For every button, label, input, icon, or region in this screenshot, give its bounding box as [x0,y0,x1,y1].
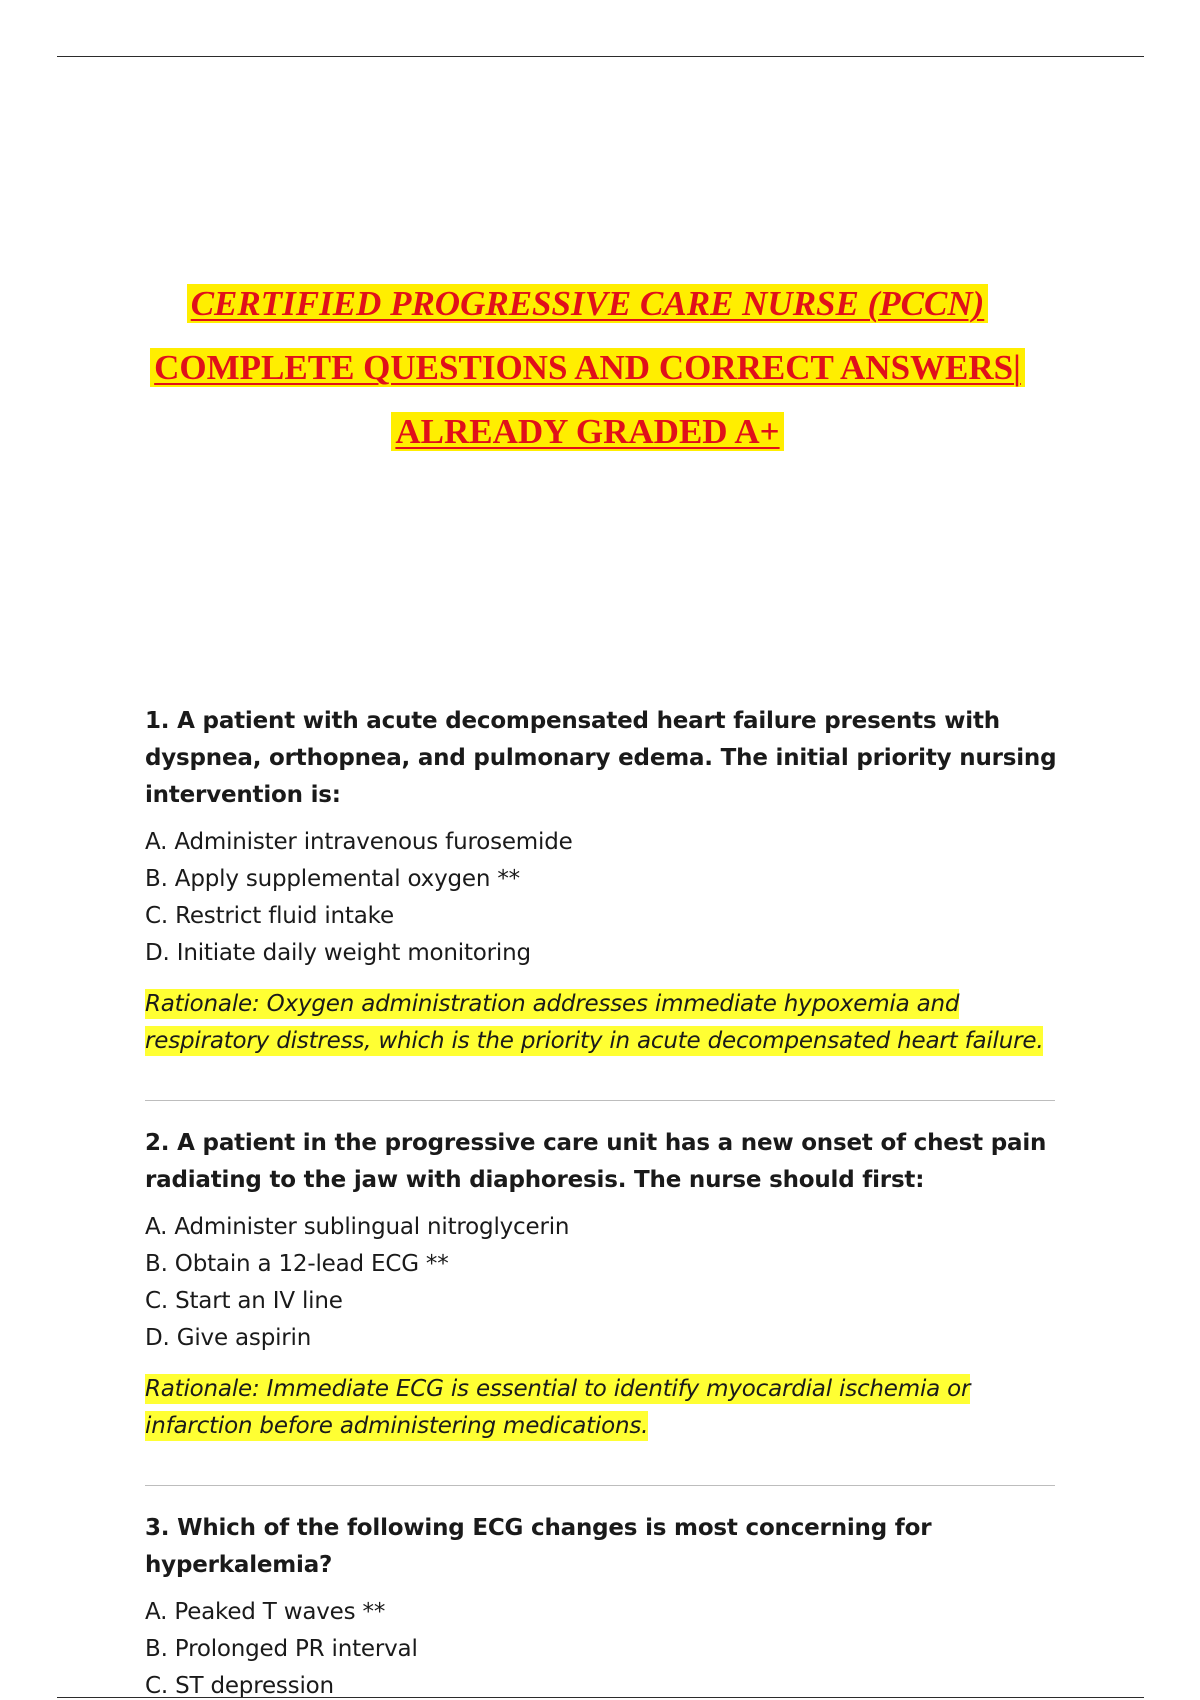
question-1 [145,703,1060,1060]
question-stem: 3. Which of the following ECG changes is most concerning for hyperkalemia? [145,1515,932,1578]
question-divider [145,1485,1055,1486]
title-line-3-text: ALREADY GRADED A+ [391,412,783,451]
document-title [0,272,1175,464]
rationale [145,1371,1060,1445]
option-c: C. Restrict fluid intake [145,903,394,929]
title-line-1 [0,272,1175,336]
title-line-2 [0,336,1175,400]
title-line-1-text: CERTIFIED PROGRESSIVE CARE NURSE (PCCN) [187,284,989,323]
option-b: B. Obtain a 12-lead ECG ** [145,1251,449,1277]
top-rule [57,56,1144,57]
option-d: D. Initiate daily weight monitoring [145,940,531,966]
option-a: A. Administer sublingual nitroglycerin [145,1214,570,1240]
option-b: B. Apply supplemental oxygen ** [145,866,520,892]
option-d: D. Give aspirin [145,1325,312,1351]
option-list [145,1209,1060,1357]
option-list [145,824,1060,972]
title-line-2-text: COMPLETE QUESTIONS AND CORRECT ANSWERS| [150,348,1025,387]
bottom-rule [57,1697,1144,1698]
option-a: A. Administer intravenous furosemide [145,829,573,855]
rationale [145,986,1060,1060]
question-stem: 2. A patient in the progressive care unit has a new onset of chest pain radiating to the jaw with diaphoresis. The nurse should first: [145,1130,1047,1193]
question-stem: 1. A patient with acute decompensated heart failure presents with dyspnea, orthopnea, and pulmonary edema. The initial priority nursing intervention is: [145,708,1057,808]
question-divider [145,1100,1055,1101]
option-c: C. ST depression [145,1673,334,1699]
option-c: C. Start an IV line [145,1288,343,1314]
rationale-text: Rationale: Oxygen administration addresses immediate hypoxemia and respiratory distress, which is the priority in acute decompensated heart failure. [145,991,1044,1054]
rationale-text: Rationale: Immediate ECG is essential to identify myocardial ischemia or infarction before administering medications. [145,1376,971,1439]
option-b: B. Prolonged PR interval [145,1636,418,1662]
option-list [145,1594,1060,1700]
question-3 [145,1510,1060,1700]
option-a: A. Peaked T waves ** [145,1599,386,1625]
question-list [145,703,1060,1700]
title-line-3 [0,400,1175,464]
question-2 [145,1125,1060,1445]
